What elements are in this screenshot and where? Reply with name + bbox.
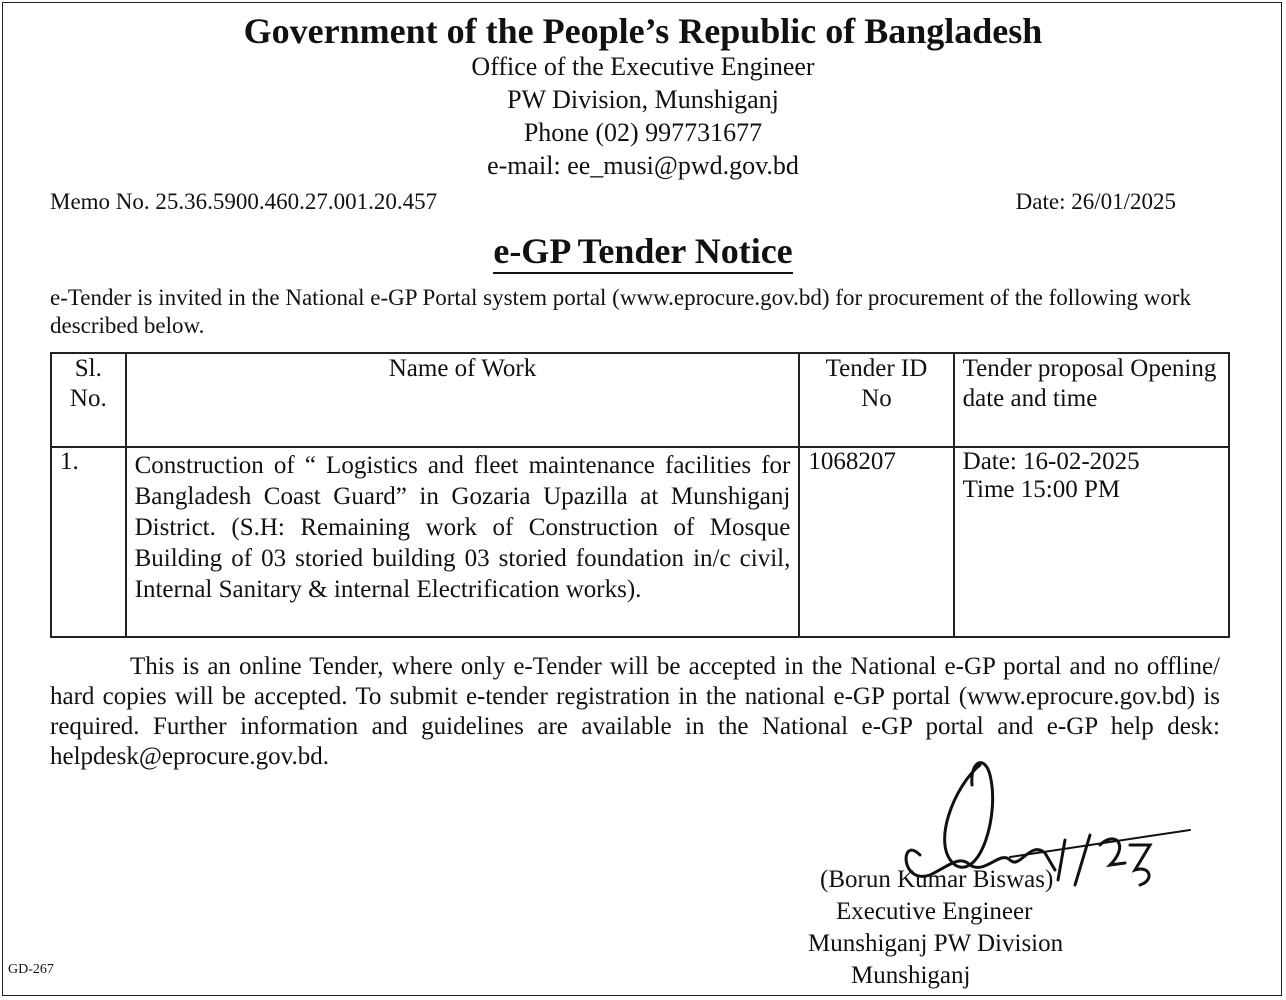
phone-number: Phone (02) 997731677 [523,118,763,147]
intro-paragraph: e-Tender is invited in the National e-GP Portal system portal (www.eprocure.gov.bd) for procurement of the following work described below. [50,285,1192,338]
table-row [51,447,1229,637]
government-title: Government of the People’s Republic of Bangladesh [243,11,1043,51]
office-name: Office of the Executive Engineer [471,52,815,81]
table-header-row [51,353,1229,447]
cell-sl: 1. [51,447,126,637]
notice-title [0,230,1286,272]
opening-time: Time 15:00 PM [962,476,1121,503]
signatory-place: Munshiganj [851,962,971,989]
footer-code: GD-267 [8,962,54,977]
body-paragraph: This is an online Tender, where only e-Tender will be accepted in the National e-GP portal and no offline/ hard copies will be accepted. To submit e-tender registration in the national e-GP portal (www.eprocure.gov.bd) is required. Further information and guidelines are available in the National e-GP portal and e-GP help desk: helpdesk@eprocure.gov.bd. [50,653,1220,770]
signatory-title: Executive Engineer [836,898,1033,925]
division-name: PW Division, Munshiganj [507,85,779,114]
header-opening: Tender proposal Opening date and time [954,353,1229,447]
cell-tender-id: 1068207 [799,447,953,637]
header-name-of-work: Name of Work [126,353,800,447]
email-address: e-mail: ee_musi@pwd.gov.bd [487,151,799,180]
tender-table [50,352,1230,638]
memo-number: Memo No. 25.36.5900.460.27.001.20.457 [50,189,438,214]
header-tender-id: Tender ID No [799,353,953,447]
notice-title-text: e-GP Tender Notice [493,231,792,274]
opening-date: Date: 16-02-2025 [962,448,1140,475]
cell-opening [954,447,1229,637]
signatory-name: (Borun Kumar Biswas) [820,866,1054,893]
signatory-division: Munshiganj PW Division [808,930,1064,957]
cell-name-of-work: Construction of “ Logistics and fleet maintenance facilities for Bangladesh Coast Guard” in Gozaria Upazilla at Munshiganj District. (S.H: Remaining work of Construction of Mosque Building of 03 storied building 03 storied foundation in/c civil, Internal Sanitary & internal Electrification works). [126,447,800,637]
header-sl: Sl. No. [51,353,126,447]
memo-date: Date: 26/01/2025 [1015,189,1176,214]
